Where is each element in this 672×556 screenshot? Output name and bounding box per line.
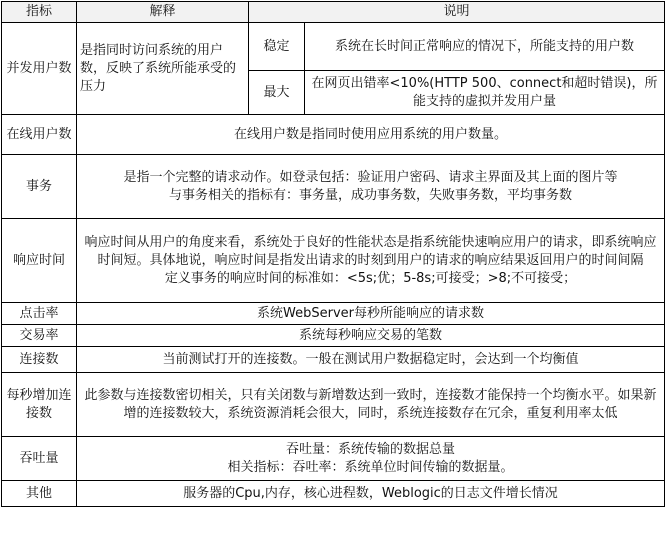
metric-name: 并发用户数: [2, 23, 77, 115]
table-row: [2, 437, 665, 481]
table-row: [2, 347, 665, 373]
metric-description: 当前测试打开的连接数。一般在测试用户数据稳定时，会达到一个均衡值: [77, 347, 665, 373]
metric-name: 点击率: [2, 303, 77, 325]
description-line: 定义事务的响应时间的标准如：<5s;优；5-8s;可接受；>8;不可接受；: [164, 270, 577, 286]
sub-desc-stable: 系统在长时间正常响应的情况下，所能支持的用户数: [305, 23, 665, 71]
metric-description: [77, 437, 665, 481]
metric-name: 每秒增加连接数: [2, 373, 77, 437]
metric-description: 服务器的Cpu,内存，核心进程数，Weblogic的日志文件增长情况: [77, 481, 665, 507]
metric-name: 其他: [2, 481, 77, 507]
description-line: 响应时间从用户的角度来看，系统处于良好的性能状态是指系统能快速响应用户的请求，即系统响应时间短。具体地说，响应时间是指发出请求的时刻到用户的请求的响应结果返回用户的时间间隔: [84, 234, 657, 268]
table-row: [2, 23, 665, 71]
header-description: 说明: [249, 2, 665, 23]
metric-description: [77, 219, 665, 303]
description-line: 是指一个完整的请求动作。如登录包括：验证用户密码、请求主界面及其上面的图片等: [123, 169, 618, 185]
table-row: [2, 325, 665, 347]
metric-name: 交易率: [2, 325, 77, 347]
metric-name: 吞吐量: [2, 437, 77, 481]
sub-desc-max: 在网页出错率<10%(HTTP 500、connect和超时错误)，所能支持的虚拟并发用户量: [305, 71, 665, 115]
metric-description: 系统WebServer每秒所能响应的请求数: [77, 303, 665, 325]
sub-label-max: 最大: [249, 71, 305, 115]
table-row: [2, 481, 665, 507]
metric-explain: 是指同时访问系统的用户数，反映了系统所能承受的压力: [77, 23, 249, 115]
description-line: 吞吐量：系统传输的数据总量: [286, 441, 456, 457]
header-metric: 指标: [2, 2, 77, 23]
sub-label-stable: 稳定: [249, 23, 305, 71]
metric-description: [77, 155, 665, 219]
table-row: [2, 155, 665, 219]
metric-name: 事务: [2, 155, 77, 219]
metric-name: 连接数: [2, 347, 77, 373]
metric-name: 响应时间: [2, 219, 77, 303]
table-row: [2, 303, 665, 325]
metric-name: 在线用户数: [2, 115, 77, 155]
header-explain: 解释: [77, 2, 249, 23]
description-line: 与事务相关的指标有：事务量，成功事务数，失败事务数，平均事务数: [169, 187, 573, 203]
metric-description: 此参数与连接数密切相关，只有关闭数与新增数达到一致时，连接数才能保持一个均衡水平。如果新增的连接数较大，系统资源消耗会很大，同时，系统连接数存在冗余，重复利用率太低: [77, 373, 665, 437]
table-row: [2, 219, 665, 303]
table-row: [2, 115, 665, 155]
metric-description: 在线用户数是指同时使用应用系统的用户数量。: [77, 115, 665, 155]
metric-description: 系统每秒响应交易的笔数: [77, 325, 665, 347]
description-line: 相关指标：吞吐率：系统单位时间传输的数据量。: [227, 459, 514, 475]
performance-metrics-table: [1, 1, 665, 507]
header-row: [2, 2, 665, 23]
table-row: [2, 373, 665, 437]
